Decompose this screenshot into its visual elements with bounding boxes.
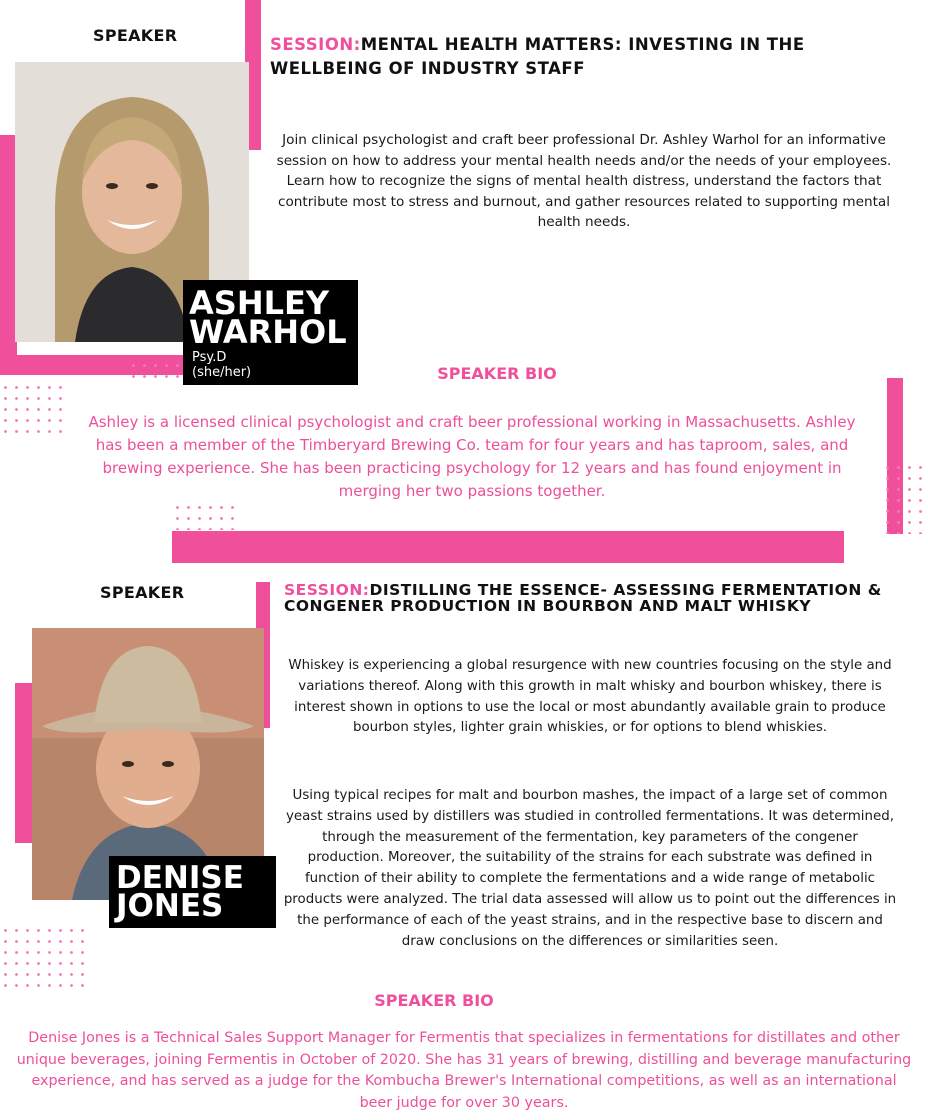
session-title-text: MENTAL HEALTH MATTERS: INVESTING IN THE WELLBEING OF INDUSTRY STAFF [270,35,805,78]
speaker1-name-line1: ASHLEY [189,284,330,322]
speaker1-name-box [183,280,358,385]
speaker1-bio-heading: SPEAKER BIO [437,364,557,383]
speaker1-description: Join clinical psychologist and craft beer professional Dr. Ashley Warhol for an informative session on how to address your mental health needs and/or the needs of your employees. Learn how to recognize the signs of mental health distress, understand the factors that contribute most to stress and burnout, and gather resources related to supporting mental health needs. [276,132,892,230]
dot-pattern-6 [0,925,88,991]
session-title-text: DISTILLING THE ESSENCE- ASSESSING FERMENTATION & CONGENER PRODUCTION IN BOURBON AND MALT WHISKY [284,581,882,615]
speaker2-name-line2: JONES [116,888,224,924]
speaker1-bio: Ashley is a licensed clinical psychologist and craft beer professional working in Massachusetts. Ashley has been a member of the Timberyard Brewing Co. team for four years and has taproom, sales, and brewing experience. She has been practicing psychology for 12 years and has found enjoyment in merging her two passions together. [88,413,856,500]
session-prefix: SESSION: [270,35,361,54]
speaker1-session-title [270,33,910,81]
section-divider [172,531,844,563]
speaker2-bio: Denise Jones is a Technical Sales Support Manager for Fermentis that specializes in fermentations for distillates and other unique beverages, joining Fermentis in October of 2020. She has 31 years of brewing, distilling and beverage manufacturing experience, and has served as a judge for the Kombucha Brewer's International competitions, as well as an international beer judge for over 30 years. [16,1030,912,1111]
speaker2-bio-heading: SPEAKER BIO [374,991,494,1010]
speaker2-name-box [109,856,276,928]
session-prefix: SESSION: [284,581,370,599]
speaker2-description-p2: Using typical recipes for malt and bourbon mashes, the impact of a large set of common yeast strains used by distillers was studied in controlled fermentations. It was determined, through the measurement of the fermentation, key parameters of the congener production. Moreover, the suitability of the strains for each substrate was defined in function of their ability to complete the fermentations and a wide range of metabolic products were analyzed. The trial data assessed will allow us to point out the differences in the performance of each of the yeast strains, and in the respective base to discern and draw conclusions on the differences or similarities seen. [283,788,897,949]
dot-pattern-3 [0,382,70,440]
accent-bar-left-2 [15,683,33,843]
speaker2-description-p1: Whiskey is experiencing a global resurgence with new countries focusing on the style and variations thereof. Along with this growth in malt whisky and bourbon whiskey, there is interest shown in options to use the local or most abundantly available grain to produce bourbon styles, lighter grain whiskies, or for options to blend whiskies. [288,658,892,736]
speaker1-name-line2: WARHOL [189,313,347,351]
speaker1-label: SPEAKER [93,26,178,45]
dot-pattern-4 [882,462,928,534]
speaker2-session-title [284,582,904,614]
speaker2-label: SPEAKER [100,583,185,602]
dot-pattern-5 [172,502,234,530]
speaker1-credentials: Psy.D [192,350,227,365]
speaker1-pronouns: (she/her) [192,365,252,380]
dot-pattern-2 [128,360,188,382]
speaker2-name-line1: DENISE [116,860,244,896]
